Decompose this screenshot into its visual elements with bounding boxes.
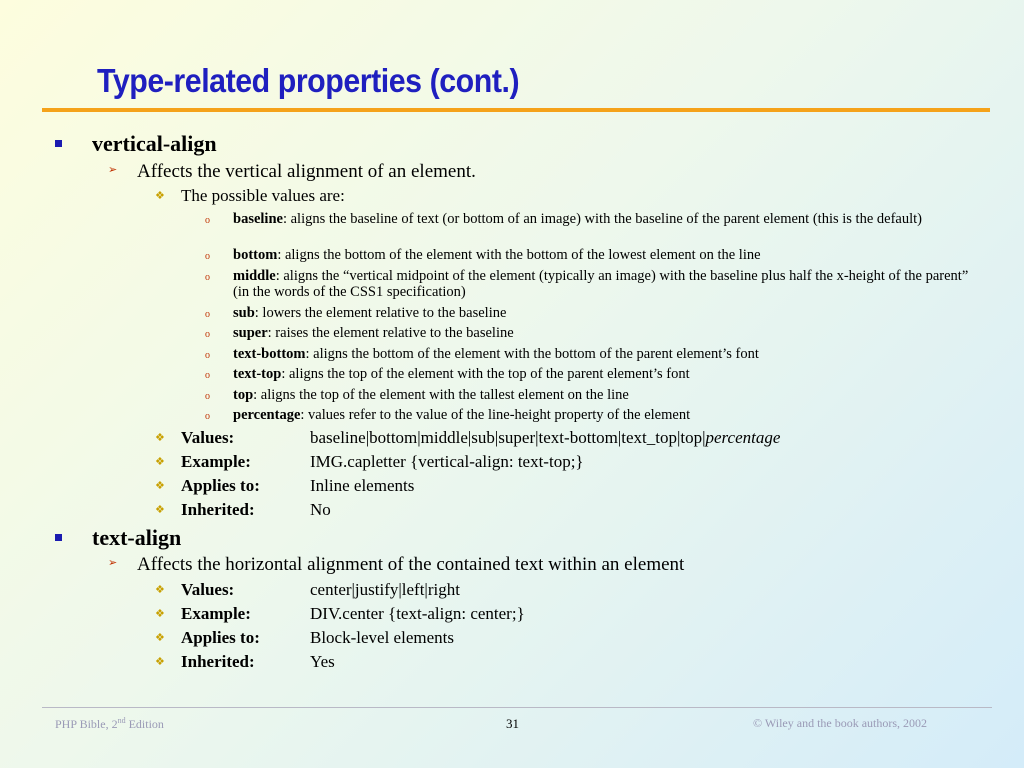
- footer-copyright: © Wiley and the book authors, 2002: [753, 716, 928, 730]
- square-bullet-icon: [55, 534, 62, 541]
- section-heading: text-align: [92, 525, 182, 550]
- slide-title: Type-related properties (cont.): [97, 62, 520, 99]
- page-number: 31: [506, 716, 519, 731]
- diamond-bullet-icon: ❖: [155, 504, 165, 516]
- circle-bullet-icon: o: [205, 251, 210, 262]
- circle-bullet-icon: o: [205, 370, 210, 381]
- square-bullet-icon: [55, 140, 62, 147]
- section-heading: vertical-align: [92, 131, 217, 156]
- circle-bullet-icon: o: [205, 215, 210, 226]
- circle-bullet-icon: o: [205, 272, 210, 283]
- footer-book-title: PHP Bible, 2nd Edition: [55, 716, 164, 731]
- circle-bullet-icon: o: [205, 329, 210, 340]
- circle-bullet-icon: o: [205, 391, 210, 402]
- circle-bullet-icon: o: [205, 411, 210, 422]
- diamond-bullet-icon: ❖: [155, 584, 165, 596]
- arrow-bullet-icon: ➢: [108, 557, 118, 569]
- arrow-bullet-icon: ➢: [108, 164, 118, 176]
- circle-bullet-icon: o: [205, 350, 210, 361]
- diamond-bullet-icon: ❖: [155, 656, 165, 668]
- diamond-bullet-icon: ❖: [155, 480, 165, 492]
- diamond-bullet-icon: ❖: [155, 190, 165, 202]
- circle-bullet-icon: o: [205, 309, 210, 320]
- footer-rule: [42, 707, 992, 708]
- diamond-bullet-icon: ❖: [155, 632, 165, 644]
- diamond-bullet-icon: ❖: [155, 608, 165, 620]
- title-rule: [42, 108, 990, 112]
- diamond-bullet-icon: ❖: [155, 456, 165, 468]
- diamond-bullet-icon: ❖: [155, 432, 165, 444]
